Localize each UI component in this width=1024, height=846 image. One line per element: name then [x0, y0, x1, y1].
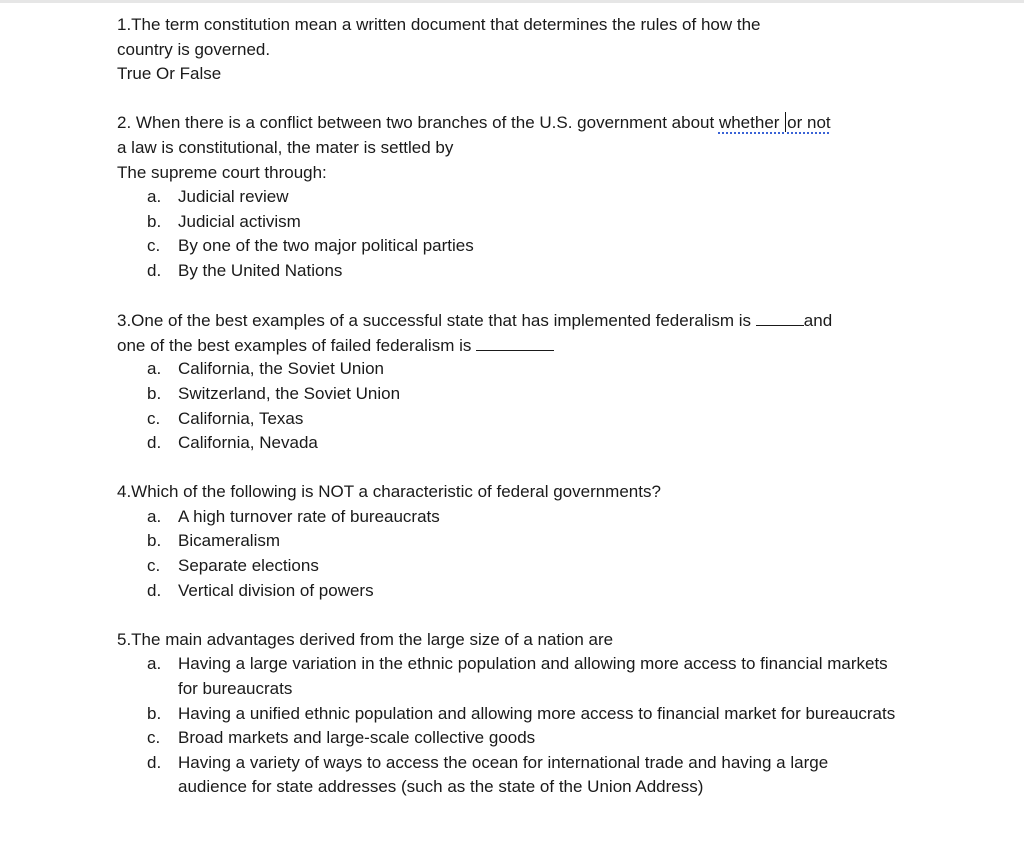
question-3-stem-end: and	[803, 311, 833, 331]
option-letter: b.	[147, 211, 162, 231]
option-text: California, Nevada	[178, 433, 318, 453]
option-text: Broad markets and large-scale collective goods	[178, 728, 536, 748]
spellcheck-flagged-word: whether	[718, 113, 785, 133]
question-2-option-a	[117, 185, 917, 210]
question-5-option-d	[117, 751, 917, 800]
question-3-option-b	[117, 382, 917, 407]
option-letter: a.	[147, 187, 162, 207]
question-1	[117, 13, 917, 87]
question-2-stem-line-1	[117, 111, 917, 136]
question-2-stem-line-3: The supreme court through:	[117, 162, 327, 182]
question-3	[117, 308, 917, 456]
paragraph-gap	[117, 456, 917, 481]
option-letter: d.	[147, 580, 162, 600]
question-5-option-b	[117, 702, 917, 727]
question-5	[117, 628, 917, 800]
question-4	[117, 480, 917, 603]
question-2-stem-line-2: a law is constitutional, the mater is settled by	[117, 137, 454, 157]
option-letter: a.	[147, 359, 162, 379]
option-letter: d.	[147, 260, 162, 280]
option-text: Judicial activism	[178, 211, 301, 231]
answer-blank	[476, 333, 554, 351]
question-1-stem-line-2: country is governed.	[117, 39, 271, 59]
question-2-option-b	[117, 210, 917, 235]
option-letter: a.	[147, 654, 162, 674]
question-4-stem-line-1: 4.Which of the following is NOT a characteristic of federal governments?	[117, 482, 661, 502]
question-5-option-c	[117, 726, 917, 751]
question-4-option-d	[117, 579, 917, 604]
answer-blank	[756, 308, 804, 326]
paragraph-gap	[117, 603, 917, 628]
question-4-option-b	[117, 529, 917, 554]
option-letter: b.	[147, 531, 162, 551]
paragraph-gap	[117, 284, 917, 309]
question-2	[117, 111, 917, 283]
question-3-stem-line-1	[117, 308, 917, 333]
option-letter: a.	[147, 506, 162, 526]
question-3-option-d	[117, 431, 917, 456]
option-letter: c.	[147, 728, 161, 748]
option-text: California, Texas	[178, 408, 304, 428]
question-1-stem-line-1: 1.The term constitution mean a written document that determines the rules of how the	[117, 15, 761, 34]
question-1-answer-format: True Or False	[117, 64, 222, 84]
question-2-stem-text: 2. When there is a conflict between two branches of the U.S. government about	[117, 113, 719, 133]
option-text: Having a large variation in the ethnic population and allowing more access to financial markets for bureaucrats	[178, 654, 888, 699]
question-3-stem-text-2: one of the best examples of failed federalism is	[117, 335, 477, 355]
option-text: By the United Nations	[178, 260, 343, 280]
paragraph-gap	[117, 87, 917, 112]
question-4-option-a	[117, 505, 917, 530]
option-letter: d.	[147, 752, 162, 772]
option-text: Having a unified ethnic population and allowing more access to financial market for bureaucrats	[178, 703, 896, 723]
option-letter: c.	[147, 556, 161, 576]
question-3-stem-line-2	[117, 333, 917, 358]
option-text: Switzerland, the Soviet Union	[178, 383, 401, 403]
option-letter: b.	[147, 703, 162, 723]
option-text: Vertical division of powers	[178, 580, 374, 600]
option-letter: c.	[147, 408, 161, 428]
question-4-option-c	[117, 554, 917, 579]
question-5-option-a	[117, 652, 917, 701]
option-text: A high turnover rate of bureaucrats	[178, 506, 440, 526]
question-2-option-d	[117, 259, 917, 284]
spellcheck-flagged-phrase: or not	[787, 113, 831, 133]
option-text: California, the Soviet Union	[178, 359, 385, 379]
page-top-border	[0, 0, 1024, 3]
option-letter: b.	[147, 383, 162, 403]
document-body[interactable]	[117, 13, 917, 800]
question-3-option-a	[117, 357, 917, 382]
option-text: Judicial review	[178, 187, 289, 207]
option-text: Bicameralism	[178, 531, 281, 551]
question-3-option-c	[117, 407, 917, 432]
option-text: By one of the two major political parties	[178, 236, 474, 256]
question-2-option-c	[117, 234, 917, 259]
question-5-stem-line-1: 5.The main advantages derived from the large size of a nation are	[117, 629, 614, 649]
question-3-stem-text: 3.One of the best examples of a successful state that has implemented federalism is	[117, 311, 756, 331]
option-text: Separate elections	[178, 556, 319, 576]
text-cursor	[785, 112, 786, 132]
option-text: Having a variety of ways to access the ocean for international trade and having a large audience for state addresses (such as the state of the Union Address)	[178, 752, 829, 797]
option-letter: c.	[147, 236, 161, 256]
option-letter: d.	[147, 433, 162, 453]
